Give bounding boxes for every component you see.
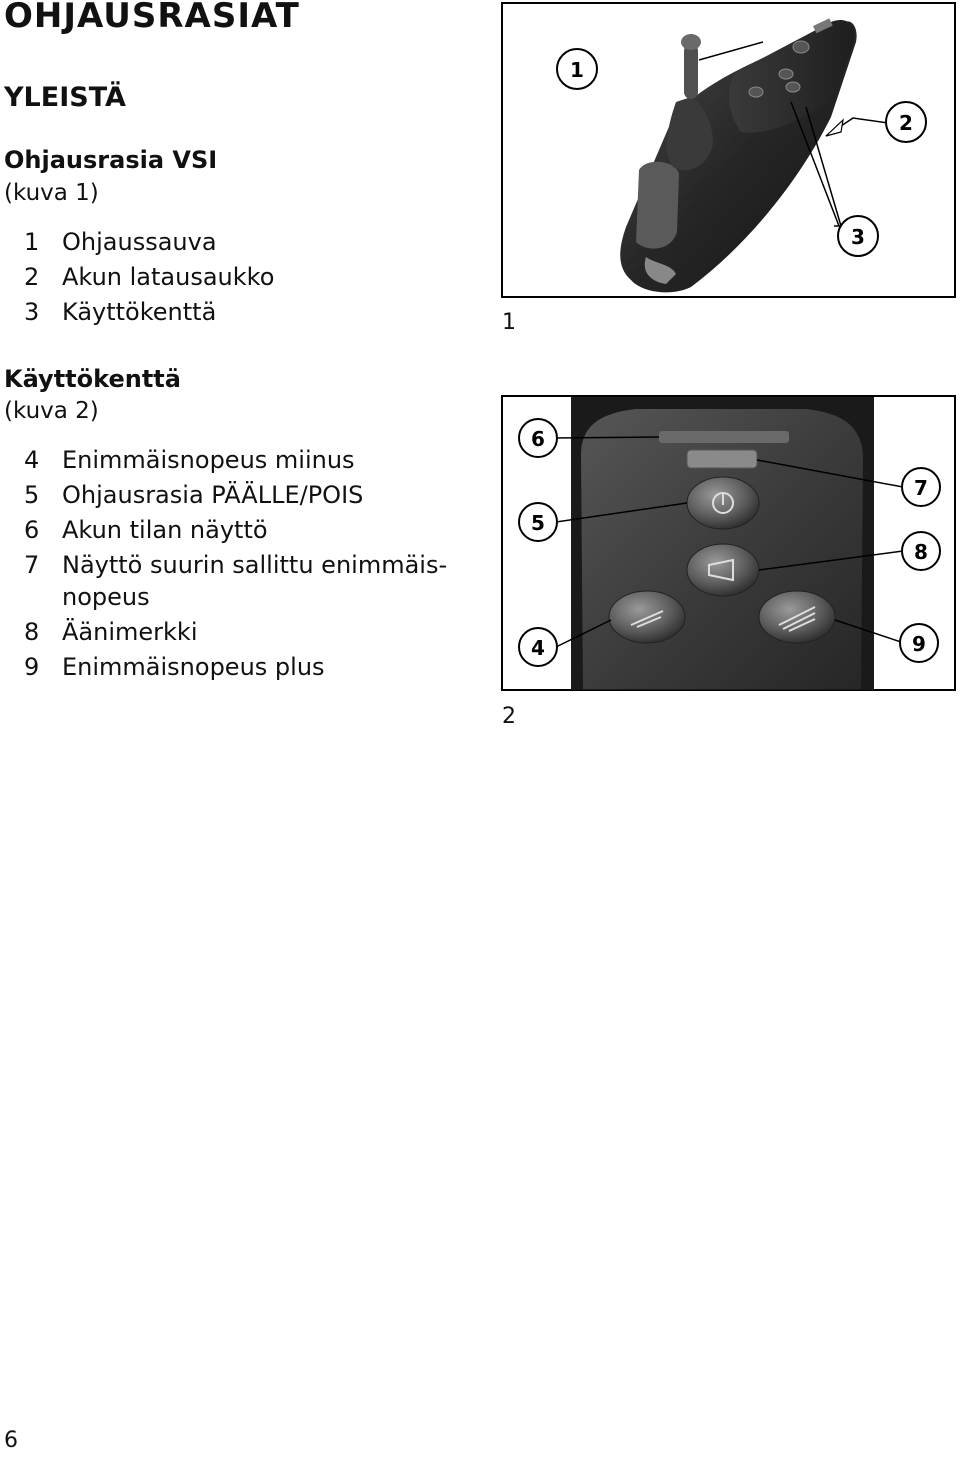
item-text: Enimmäisnopeus plus	[62, 653, 325, 681]
figure-2-label: 2	[502, 704, 516, 729]
page-title: OHJAUSRASIAT	[4, 0, 300, 36]
item-text-continued: nopeus	[62, 583, 150, 611]
list-item	[24, 298, 216, 326]
figure-1	[501, 2, 956, 298]
callout-3: 3	[851, 225, 865, 249]
item-number: 6	[24, 516, 40, 544]
group1-ref: (kuva 1)	[4, 180, 99, 206]
callout-2: 2	[899, 111, 913, 135]
item-number: 5	[24, 481, 40, 509]
joystick-shaft	[684, 44, 698, 99]
item-number: 2	[24, 263, 40, 291]
callout-8: 8	[914, 540, 928, 564]
callout-9: 9	[912, 632, 926, 656]
page-number: 6	[4, 1428, 18, 1453]
item-number: 3	[24, 298, 40, 326]
list-item	[24, 516, 268, 544]
max-speed-display	[687, 450, 757, 468]
item-number: 8	[24, 618, 40, 646]
panel-button	[749, 87, 763, 97]
item-text: Akun latausaukko	[62, 263, 275, 291]
list-item	[24, 551, 447, 579]
list-item	[24, 263, 274, 291]
callout-5: 5	[531, 511, 545, 535]
horn-button[interactable]	[687, 544, 759, 596]
panel-button	[793, 41, 809, 53]
item-number: 1	[24, 228, 40, 256]
item-text: Äänimerkki	[62, 618, 198, 646]
list-item	[24, 228, 217, 256]
panel-button	[786, 82, 800, 92]
callout-4: 4	[531, 636, 545, 660]
joystick-knob	[681, 34, 701, 50]
leader-line	[553, 437, 659, 438]
list-item	[24, 653, 325, 681]
control-panel-image	[501, 395, 956, 691]
item-number: 9	[24, 653, 40, 681]
callout-6: 6	[531, 427, 545, 451]
list-item	[24, 446, 355, 474]
item-text: Ohjausrasia PÄÄLLE/POIS	[62, 481, 364, 509]
group2-heading: Käyttökenttä	[4, 365, 181, 393]
item-text: Akun tilan näyttö	[62, 516, 268, 544]
list-item	[24, 618, 197, 646]
callout-7: 7	[914, 476, 928, 500]
battery-indicator	[659, 431, 789, 443]
controller-front	[636, 162, 679, 249]
item-text: Käyttökenttä	[62, 298, 217, 326]
list-item	[24, 481, 363, 509]
item-text: Ohjaussauva	[62, 228, 217, 256]
figure-2	[501, 395, 956, 691]
panel-button	[779, 69, 793, 79]
item-number: 4	[24, 446, 40, 474]
callout-1: 1	[570, 58, 584, 82]
item-number: 7	[24, 551, 40, 579]
joystick-controller-image	[501, 2, 956, 298]
item-text: Enimmäisnopeus miinus	[62, 446, 355, 474]
group1-heading: Ohjausrasia VSI	[4, 146, 218, 174]
section-heading: YLEISTÄ	[4, 82, 126, 113]
figure-1-label: 1	[502, 310, 516, 335]
item-text: Näyttö suurin sallittu enimmäis-	[62, 551, 448, 579]
group2-ref: (kuva 2)	[4, 398, 99, 424]
